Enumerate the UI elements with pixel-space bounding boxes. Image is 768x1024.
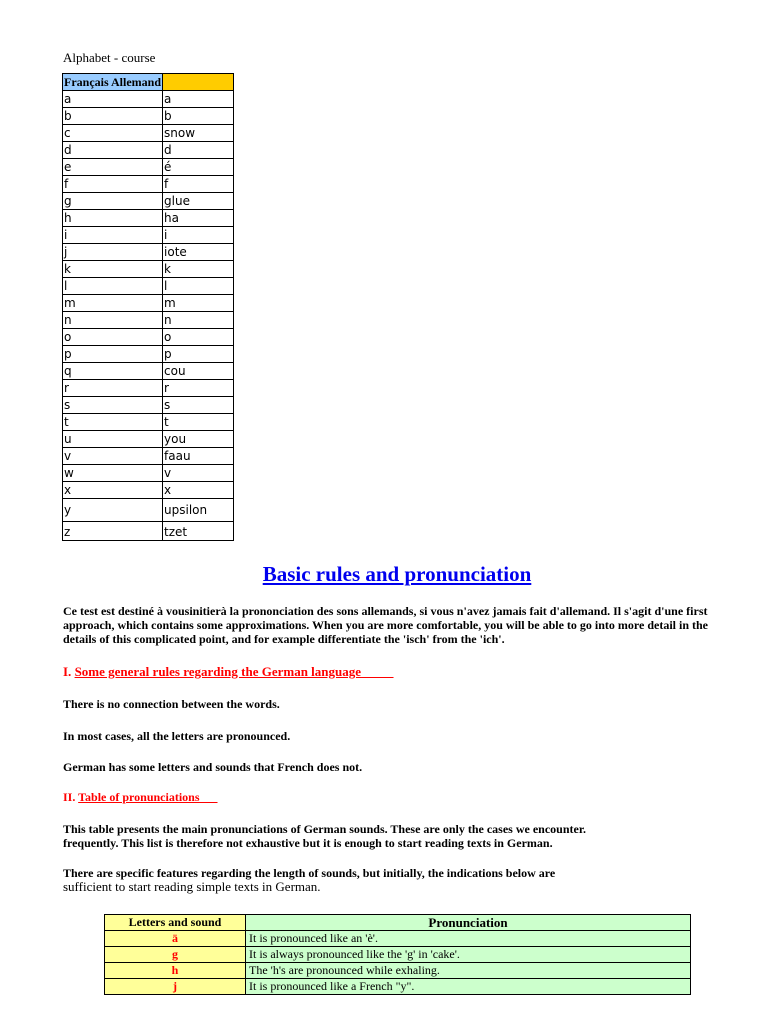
table-row [63, 363, 234, 380]
french-letter-cell: f [63, 176, 163, 193]
german-sound-cell: upsilon [163, 499, 234, 522]
french-letter-cell: t [63, 414, 163, 431]
german-sound-cell: p [163, 346, 234, 363]
rule-item: There is no connection between the words. [63, 697, 280, 711]
table-row [63, 482, 234, 499]
german-sound-cell: r [163, 380, 234, 397]
pron-header-letters: Letters and sound [105, 915, 246, 931]
alphabet-title: Alphabet - course [63, 50, 156, 65]
french-letter-cell: g [63, 193, 163, 210]
pron-description-cell: It is always pronounced like the 'g' in 'cake'. [246, 947, 691, 963]
german-sound-cell: k [163, 261, 234, 278]
table-row [63, 295, 234, 312]
pronunciation-table [104, 914, 691, 995]
table-row [63, 108, 234, 125]
german-sound-cell: ha [163, 210, 234, 227]
german-sound-cell: l [163, 278, 234, 295]
pronunciation-table-body [105, 931, 691, 995]
table-row [63, 397, 234, 414]
section-1-title [63, 664, 394, 680]
table-row [63, 431, 234, 448]
german-sound-cell: faau [163, 448, 234, 465]
german-sound-cell: iote [163, 244, 234, 261]
french-letter-cell: r [63, 380, 163, 397]
french-letter-cell: j [63, 244, 163, 261]
table-row [63, 329, 234, 346]
french-letter-cell: n [63, 312, 163, 329]
french-letter-cell: k [63, 261, 163, 278]
french-letter-cell: v [63, 448, 163, 465]
french-letter-cell: i [63, 227, 163, 244]
pron-description-cell: The 'h's are pronounced while exhaling. [246, 963, 691, 979]
table-row [63, 91, 234, 108]
german-sound-cell: n [163, 312, 234, 329]
french-letter-cell: l [63, 278, 163, 295]
section-2-title [63, 790, 218, 805]
alphabet-header-right [163, 74, 234, 91]
french-letter-cell: b [63, 108, 163, 125]
table-row [63, 465, 234, 482]
table-row [63, 499, 234, 522]
table-row [105, 963, 691, 979]
german-sound-cell: s [163, 397, 234, 414]
german-sound-cell: i [163, 227, 234, 244]
german-sound-cell: snow [163, 125, 234, 142]
german-sound-cell: m [163, 295, 234, 312]
french-letter-cell: y [63, 499, 163, 522]
french-letter-cell: d [63, 142, 163, 159]
table-row [63, 346, 234, 363]
french-letter-cell: h [63, 210, 163, 227]
table-row [63, 448, 234, 465]
table-row [63, 522, 234, 541]
german-sound-cell: t [163, 414, 234, 431]
table-row [63, 244, 234, 261]
pron-description-cell: It is pronounced like a French "y". [246, 979, 691, 995]
french-letter-cell: s [63, 397, 163, 414]
german-sound-cell: b [163, 108, 234, 125]
german-sound-cell: o [163, 329, 234, 346]
french-letter-cell: w [63, 465, 163, 482]
french-letter-cell: c [63, 125, 163, 142]
section-1-number: I. [63, 664, 72, 679]
table-row [63, 176, 234, 193]
pron-letter-cell: ä [105, 931, 246, 947]
table-row [105, 947, 691, 963]
french-letter-cell: x [63, 482, 163, 499]
french-letter-cell: z [63, 522, 163, 541]
section-2-label: Table of pronunciations [78, 790, 200, 804]
german-sound-cell: you [163, 431, 234, 448]
table-row [63, 312, 234, 329]
section-2-note: There are specific features regarding the length of sounds, but initially, the indications below are sufficient to start reading simple texts in German. [63, 866, 556, 894]
table-row [63, 159, 234, 176]
german-sound-cell: d [163, 142, 234, 159]
german-sound-cell: tzet [163, 522, 234, 541]
table-row [63, 380, 234, 397]
alphabet-table [62, 73, 234, 541]
french-letter-cell: u [63, 431, 163, 448]
table-row [63, 414, 234, 431]
french-letter-cell: o [63, 329, 163, 346]
pron-letter-cell: j [105, 979, 246, 995]
french-letter-cell: p [63, 346, 163, 363]
german-sound-cell: f [163, 176, 234, 193]
pron-letter-cell: g [105, 947, 246, 963]
french-letter-cell: e [63, 159, 163, 176]
table-row [63, 227, 234, 244]
intro-paragraph: Ce test est destiné à vousinitierà la prononciation des sons allemands, si vous n'avez jamais fait d'allemand. Il s'agit d'une first approach, which contains some approximations. When you are more comfortable, you will be able to go into more detail in the details of this complicated point, and for example differentiate the 'isch' from the 'ich'. [63, 604, 709, 646]
page-heading[interactable]: Basic rules and pronunciation [262, 562, 532, 586]
french-letter-cell: a [63, 91, 163, 108]
section-2-description: This table presents the main pronunciations of German sounds. These are only the cases we encounter. frequently. This list is therefore not exhaustive but it is enough to start reading texts in German. [63, 822, 587, 850]
german-sound-cell: cou [163, 363, 234, 380]
section-2-number: II. [63, 790, 76, 804]
section-1-label: Some general rules regarding the German language [74, 664, 362, 679]
german-sound-cell: x [163, 482, 234, 499]
french-letter-cell: m [63, 295, 163, 312]
alphabet-table-body [63, 91, 234, 541]
table-row [63, 278, 234, 295]
table-row [63, 142, 234, 159]
table-row [63, 125, 234, 142]
table-row [63, 193, 234, 210]
german-sound-cell: a [163, 91, 234, 108]
table-row [63, 210, 234, 227]
table-row [63, 261, 234, 278]
table-row [105, 979, 691, 995]
pron-header-pronunciation: Pronunciation [246, 915, 691, 931]
pron-description-cell: It is pronounced like an 'è'. [246, 931, 691, 947]
french-letter-cell: q [63, 363, 163, 380]
rule-item: In most cases, all the letters are pronounced. [63, 729, 291, 743]
german-sound-cell: v [163, 465, 234, 482]
rule-item: German has some letters and sounds that French does not. [63, 760, 363, 774]
alphabet-header-left: Français Allemand [64, 75, 162, 89]
german-sound-cell: glue [163, 193, 234, 210]
pron-letter-cell: h [105, 963, 246, 979]
table-row [105, 931, 691, 947]
german-sound-cell: é [163, 159, 234, 176]
